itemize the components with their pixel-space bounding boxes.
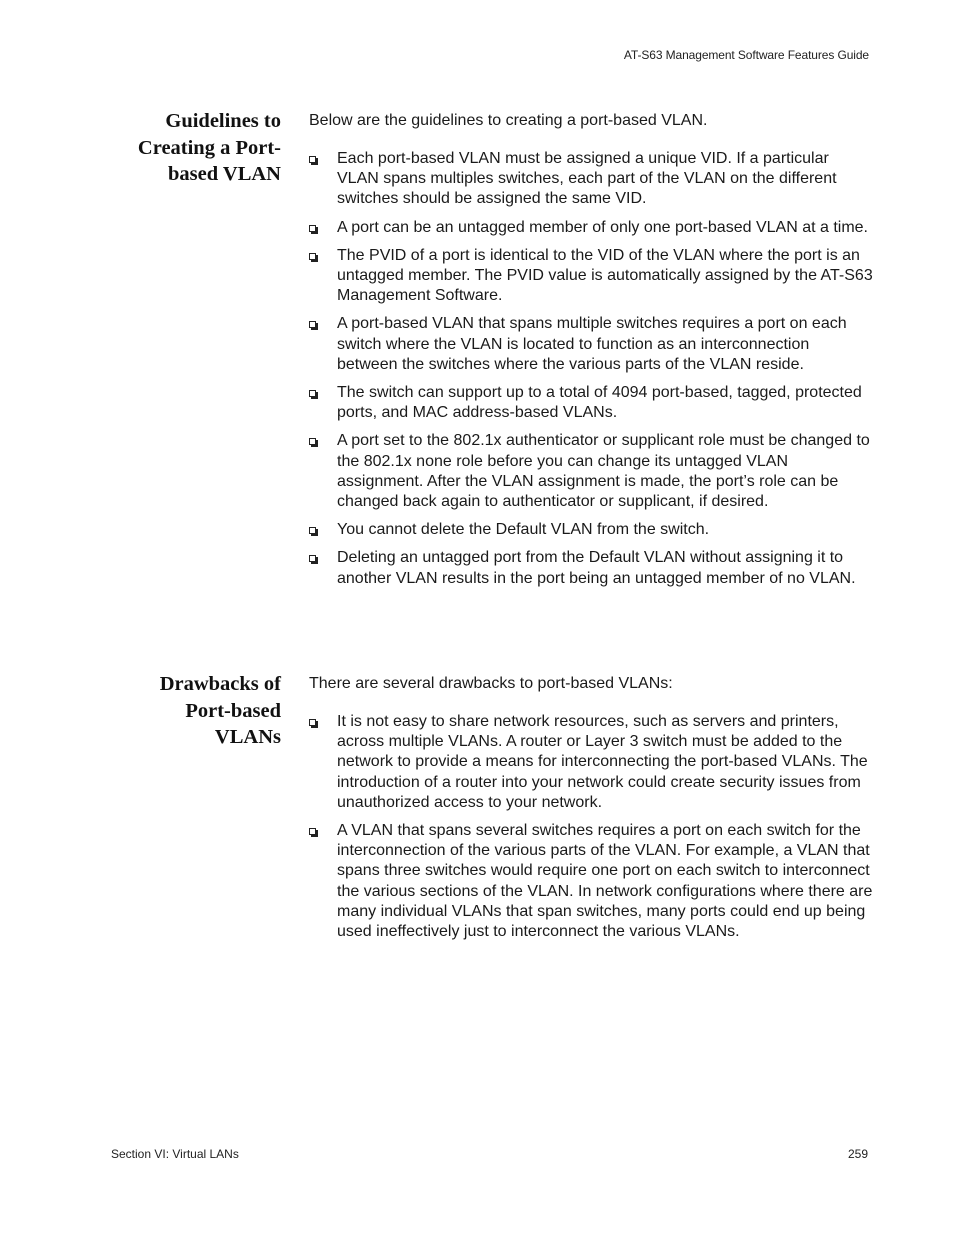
checkbox-bullet-icon xyxy=(309,828,316,835)
section-heading xyxy=(96,671,281,751)
heading-line: Drawbacks of xyxy=(159,673,281,695)
list-item xyxy=(309,218,874,238)
list-item xyxy=(309,383,874,423)
checkbox-bullet-icon xyxy=(309,390,316,397)
list-item xyxy=(309,149,874,210)
intro-text: Below are the guidelines to creating a port-based VLAN. xyxy=(309,112,708,129)
list-item xyxy=(309,246,874,307)
list-item-text: The switch can support up to a total of 4094 port-based, tagged, protected ports, and MAC address-based VLANs. xyxy=(337,384,862,422)
list-item xyxy=(309,314,874,375)
checkbox-bullet-icon xyxy=(309,321,316,328)
list-item-text: A port set to the 802.1x authenticator or supplicant role must be changed to the 802.1x none role before you can change its untagged VLAN assignment. After the VLAN assignment is made, the port’s role can be changed back again to authenticator or supplicant, if desired. xyxy=(337,432,870,511)
page-number: 259 xyxy=(847,1147,868,1161)
list-item-text: It is not easy to share network resources, such as servers and printers, across multiple VLANs. A router or Layer 3 switch must be added to the network to provide a means for interconnecting the port-based VLANs. The introduction of a router into your network could create security issues from unauthorized access to your network. xyxy=(337,713,868,811)
running-header: AT-S63 Management Software Features Guide xyxy=(623,48,869,62)
heading-line: Creating a Port- xyxy=(137,136,281,159)
bullet-list xyxy=(309,712,874,942)
checkbox-bullet-icon xyxy=(309,527,316,534)
heading-line: VLANs xyxy=(214,726,281,748)
heading-line: based VLAN xyxy=(168,163,281,185)
heading-line: Guidelines to xyxy=(165,110,281,132)
checkbox-bullet-icon xyxy=(309,225,316,232)
section-heading xyxy=(96,108,281,188)
section-body xyxy=(309,111,874,589)
checkbox-bullet-icon xyxy=(309,438,316,445)
list-item xyxy=(309,520,874,540)
list-item-text: Each port-based VLAN must be assigned a unique VID. If a particular VLAN spans multiples switches, each part of the VLAN on the different switches should be assigned the same VID. xyxy=(337,150,837,208)
checkbox-bullet-icon xyxy=(309,719,316,726)
section-body xyxy=(309,674,874,942)
list-item-text: A port-based VLAN that spans multiple switches requires a port on each switch where the VLAN is located to function as an interconnection between the switches where the various parts of the VLAN reside. xyxy=(337,315,847,373)
list-item-text: Deleting an untagged port from the Default VLAN without assigning it to another VLAN results in the port being an untagged member of no VLAN. xyxy=(337,549,856,587)
list-item xyxy=(309,548,874,588)
heading-line: Port-based xyxy=(185,699,281,722)
bullet-list xyxy=(309,149,874,589)
intro-text: There are several drawbacks to port-based VLANs: xyxy=(309,675,673,692)
list-item xyxy=(309,821,874,942)
list-item xyxy=(309,712,874,813)
list-item xyxy=(309,431,874,512)
checkbox-bullet-icon xyxy=(309,253,316,260)
list-item-text: You cannot delete the Default VLAN from the switch. xyxy=(337,521,710,539)
list-item-text: A port can be an untagged member of only one port-based VLAN at a time. xyxy=(337,218,868,236)
checkbox-bullet-icon xyxy=(309,555,316,562)
list-item-text: A VLAN that spans several switches requires a port on each switch for the interconnection of the various parts of the VLAN. For example, a VLAN that spans three switches would require one port on each switch to interconnect the various sections of the VLAN. In network configurations where there are many individual VLANs that span switches, many ports could end up being used ineffectively just to interconnect the various VLANs. xyxy=(337,822,873,941)
list-item-text: The PVID of a port is identical to the VID of the VLAN where the port is an untagged member. The PVID value is automatically assigned by the AT-S63 Management Software. xyxy=(337,246,873,305)
checkbox-bullet-icon xyxy=(309,156,316,163)
footer-section-label: Section VI: Virtual LANs xyxy=(111,1147,239,1161)
